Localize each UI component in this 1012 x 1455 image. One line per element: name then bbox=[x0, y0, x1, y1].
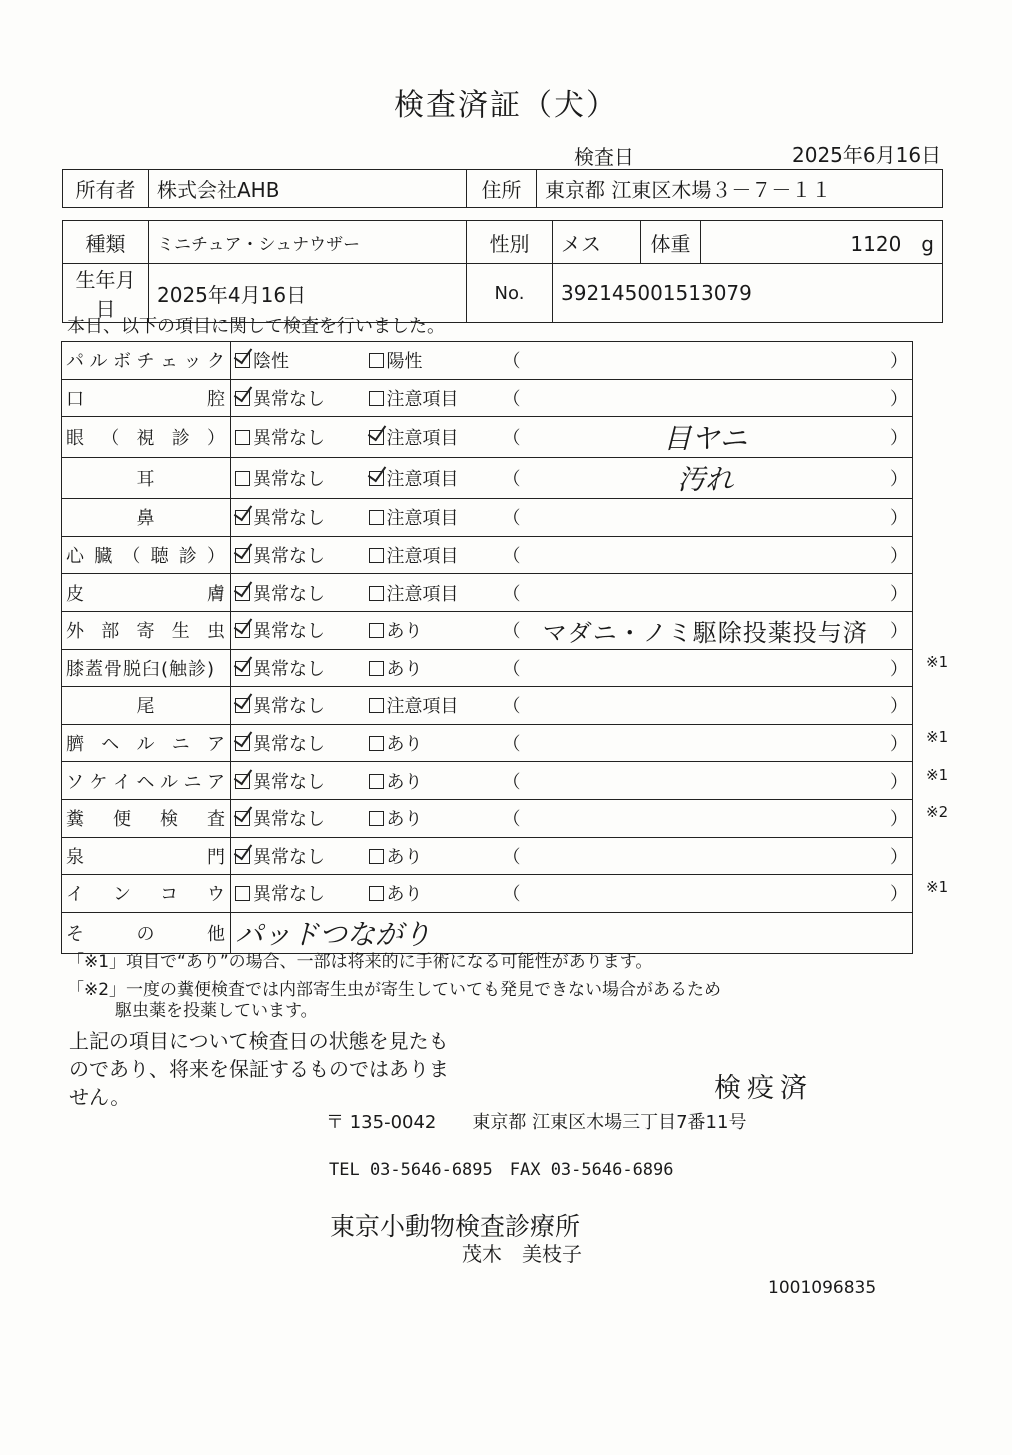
check-name: ソ ケ イ ヘ ル ニ ア bbox=[66, 771, 226, 793]
clinic-phone: TEL 03-5646-6895 FAX 03-5646-6896 bbox=[329, 1160, 674, 1180]
check-option-label: 注意項目 bbox=[386, 583, 459, 605]
check-option-1[interactable] bbox=[231, 417, 365, 458]
check-option-label: 異常なし bbox=[253, 428, 325, 450]
check-note: 目ヤニ bbox=[663, 422, 748, 456]
checkbox-icon[interactable] bbox=[369, 736, 384, 751]
check-option-label: 異常なし bbox=[253, 846, 325, 868]
exam-date-value: 2025年6月16日 bbox=[792, 143, 942, 167]
footnote-mark: ※1 bbox=[926, 765, 949, 784]
no-label: No. bbox=[467, 264, 553, 323]
check-row bbox=[62, 342, 913, 380]
paren-close: ） bbox=[890, 884, 908, 906]
check-option-2[interactable] bbox=[365, 417, 499, 458]
checkbox-icon[interactable] bbox=[235, 430, 250, 445]
clinic-address: 〒 135-0042 東京都 江東区木場三丁目7番11号 bbox=[326, 1112, 747, 1133]
check-option-label: 異常なし bbox=[253, 508, 325, 530]
check-option-2[interactable] bbox=[365, 342, 499, 380]
check-note-cell bbox=[499, 417, 913, 458]
paren-close: ） bbox=[890, 388, 908, 410]
paren-close: ） bbox=[890, 658, 908, 680]
checkbox-icon[interactable] bbox=[369, 353, 384, 368]
check-option-label: 異常なし bbox=[253, 696, 325, 718]
check-name: 外 部 寄 生 虫 bbox=[66, 621, 226, 643]
check-note-cell bbox=[499, 458, 913, 499]
check-name: 尾 bbox=[136, 696, 156, 718]
checkbox-icon[interactable] bbox=[235, 698, 250, 713]
check-option-1[interactable] bbox=[231, 574, 365, 612]
exam-date-label: 検査日 bbox=[574, 145, 634, 169]
paren-close: ） bbox=[889, 428, 908, 450]
weight-unit: g bbox=[921, 231, 934, 256]
check-option-label: 注意項目 bbox=[386, 696, 459, 718]
check-option-label: 異常なし bbox=[253, 734, 325, 756]
paren-open: （ bbox=[502, 546, 521, 568]
check-option-2[interactable] bbox=[365, 724, 499, 762]
paren-open: （ bbox=[502, 771, 521, 793]
checkbox-icon[interactable] bbox=[235, 661, 250, 676]
check-note-cell bbox=[499, 536, 913, 574]
checkbox-icon[interactable] bbox=[235, 623, 250, 638]
checkbox-icon[interactable] bbox=[235, 736, 250, 751]
paren-close: ） bbox=[890, 734, 908, 756]
check-note-cell bbox=[499, 762, 913, 800]
footnote-mark: ※1 bbox=[926, 878, 949, 897]
no-value: 392145001513079 bbox=[553, 264, 943, 323]
check-option-1[interactable] bbox=[231, 799, 365, 837]
owner-table bbox=[62, 169, 943, 208]
owner-label: 所有者 bbox=[63, 170, 149, 208]
check-option-label: あり bbox=[386, 809, 423, 831]
check-option-label: 異常なし bbox=[253, 884, 325, 906]
check-option-label: あり bbox=[386, 884, 423, 906]
check-name: 臍 ヘ ル ニ ア bbox=[66, 734, 226, 756]
check-row bbox=[62, 875, 913, 913]
check-name-cell bbox=[62, 687, 231, 725]
check-row bbox=[62, 536, 913, 574]
footnote-2-cont: 駆虫薬を投薬しています。 bbox=[115, 1001, 318, 1021]
check-option-1[interactable] bbox=[231, 536, 365, 574]
footnote-mark: ※1 bbox=[926, 728, 949, 746]
checkbox-icon[interactable] bbox=[235, 510, 250, 525]
vet-name: 茂木 美枝子 bbox=[462, 1242, 582, 1266]
checkbox-icon[interactable] bbox=[369, 886, 384, 901]
paren-open: （ bbox=[502, 696, 521, 718]
checkbox-icon[interactable] bbox=[235, 811, 250, 826]
check-option-1[interactable] bbox=[231, 687, 365, 725]
paren-close: ） bbox=[890, 508, 908, 530]
check-note: 汚れ bbox=[677, 463, 734, 497]
footnote-2: 「※2」一度の糞便検査では内部寄生虫が寄生していても発見できない場合があるため bbox=[67, 980, 722, 1000]
check-note-cell bbox=[499, 342, 913, 380]
check-name-cell bbox=[62, 611, 231, 649]
birth-value: 2025年4月16日 bbox=[149, 264, 467, 323]
breed-value: ミニチュア・シュナウザー bbox=[149, 221, 467, 264]
check-note-cell bbox=[499, 799, 913, 837]
footnote-mark: ※1 bbox=[926, 652, 949, 671]
paren-open: （ bbox=[502, 508, 521, 530]
check-row bbox=[62, 499, 913, 537]
check-name-cell bbox=[62, 458, 231, 499]
paren-open: （ bbox=[502, 621, 521, 643]
check-option-label: あり bbox=[386, 621, 423, 643]
check-note-cell bbox=[499, 611, 913, 649]
sex-label: 性別 bbox=[467, 221, 553, 264]
check-row bbox=[62, 649, 913, 687]
check-option-label: 注意項目 bbox=[386, 428, 459, 450]
check-option-label: 注意項目 bbox=[386, 388, 459, 410]
checkbox-icon[interactable] bbox=[235, 548, 250, 563]
check-note-cell bbox=[499, 379, 913, 417]
paren-open: （ bbox=[502, 846, 521, 868]
owner-value: 株式会社AHB bbox=[149, 170, 467, 208]
paren-close: ） bbox=[890, 771, 908, 793]
checkbox-icon[interactable] bbox=[369, 849, 384, 864]
check-note-cell bbox=[499, 649, 913, 687]
check-row bbox=[62, 762, 913, 800]
checkbox-icon[interactable] bbox=[235, 774, 250, 789]
check-option-1[interactable] bbox=[231, 875, 365, 913]
check-option-1[interactable] bbox=[231, 342, 365, 380]
checkbox-icon[interactable] bbox=[369, 661, 384, 676]
check-option-label: あり bbox=[386, 846, 423, 868]
animal-table bbox=[62, 220, 943, 323]
checkbox-icon[interactable] bbox=[235, 849, 250, 864]
paren-close: ） bbox=[890, 351, 908, 373]
check-option-label: 異常なし bbox=[253, 469, 325, 491]
paren-open: （ bbox=[502, 884, 521, 906]
paren-open: （ bbox=[502, 351, 521, 373]
check-name: 糞 便 検 査 bbox=[66, 809, 226, 831]
check-row bbox=[62, 687, 913, 725]
intro-text: 本日、以下の項目に関して検査を行いました。 bbox=[67, 316, 445, 337]
check-option-2[interactable] bbox=[365, 687, 499, 725]
other-label: そ の 他 bbox=[66, 923, 226, 945]
check-name-cell bbox=[62, 499, 231, 537]
check-option-2[interactable] bbox=[365, 458, 499, 499]
check-name: 泉 門 bbox=[66, 846, 226, 868]
paren-close: ） bbox=[890, 546, 908, 568]
check-note: マダニ・ノミ駆除投薬投与済 bbox=[542, 618, 868, 647]
check-option-1[interactable] bbox=[231, 649, 365, 687]
check-option-label: あり bbox=[386, 658, 423, 680]
weight-cell bbox=[701, 221, 943, 264]
address-value: 東京都 江東区木場３－７－１１ bbox=[537, 170, 943, 208]
check-note-cell bbox=[499, 875, 913, 913]
check-name-cell bbox=[62, 724, 231, 762]
check-option-2[interactable] bbox=[365, 499, 499, 537]
clinic-name: 東京小動物検査診療所 bbox=[330, 1212, 581, 1241]
check-name: 心 臓 （ 聴 診 ） bbox=[66, 546, 226, 568]
check-name-cell bbox=[62, 837, 231, 875]
check-option-label: 異常なし bbox=[253, 546, 325, 568]
check-option-label: 異常なし bbox=[253, 809, 325, 831]
checkbox-icon[interactable] bbox=[369, 774, 384, 789]
check-option-1[interactable] bbox=[231, 379, 365, 417]
paren-open: （ bbox=[502, 469, 521, 491]
paren-open: （ bbox=[502, 734, 521, 756]
check-name-cell bbox=[62, 536, 231, 574]
address-label: 住所 bbox=[467, 170, 537, 208]
paren-open: （ bbox=[502, 428, 521, 450]
check-name: 鼻 bbox=[136, 508, 156, 530]
footnote-mark: ※2 bbox=[926, 803, 949, 822]
check-option-1[interactable] bbox=[231, 762, 365, 800]
checkbox-icon[interactable] bbox=[235, 586, 250, 601]
check-option-2[interactable] bbox=[365, 837, 499, 875]
check-name-cell bbox=[62, 799, 231, 837]
check-option-label: 異常なし bbox=[253, 658, 325, 680]
check-option-label: 異常なし bbox=[253, 771, 325, 793]
checkbox-icon[interactable] bbox=[235, 353, 250, 368]
paren-open: （ bbox=[502, 388, 521, 410]
checkbox-icon[interactable] bbox=[369, 510, 384, 525]
paren-close: ） bbox=[889, 469, 908, 491]
checkbox-icon[interactable] bbox=[369, 811, 384, 826]
breed-label: 種類 bbox=[63, 221, 149, 264]
paren-open: （ bbox=[502, 809, 521, 831]
checkbox-icon[interactable] bbox=[369, 698, 384, 713]
check-option-label: 注意項目 bbox=[386, 508, 459, 530]
checkbox-icon[interactable] bbox=[369, 548, 384, 563]
paren-close: ） bbox=[890, 809, 908, 831]
check-option-2[interactable] bbox=[365, 762, 499, 800]
paren-open: （ bbox=[502, 583, 521, 605]
check-name: 耳 bbox=[136, 469, 156, 491]
check-name-cell bbox=[62, 417, 231, 458]
check-name-cell bbox=[62, 574, 231, 612]
check-name: パ ル ボ チ ェ ッ ク bbox=[66, 351, 226, 373]
sex-value: メス bbox=[553, 221, 641, 264]
checkbox-icon[interactable] bbox=[235, 886, 250, 901]
paren-close: ） bbox=[890, 696, 908, 718]
check-row bbox=[62, 417, 913, 458]
check-note-cell bbox=[499, 574, 913, 612]
checkbox-icon[interactable] bbox=[369, 471, 384, 486]
check-option-2[interactable] bbox=[365, 574, 499, 612]
check-option-2[interactable] bbox=[365, 875, 499, 913]
weight-label: 体重 bbox=[641, 221, 701, 264]
checkbox-icon[interactable] bbox=[369, 430, 384, 445]
check-option-2[interactable] bbox=[365, 799, 499, 837]
checkbox-icon[interactable] bbox=[235, 471, 250, 486]
check-option-2[interactable] bbox=[365, 536, 499, 574]
check-name-cell bbox=[62, 649, 231, 687]
check-row bbox=[62, 799, 913, 837]
check-option-1[interactable] bbox=[231, 837, 365, 875]
check-option-label: 陰性 bbox=[253, 351, 289, 373]
check-name: 口 腔 bbox=[66, 388, 226, 410]
check-note-cell bbox=[499, 837, 913, 875]
check-name-cell bbox=[62, 379, 231, 417]
check-option-label: 異常なし bbox=[253, 583, 325, 605]
check-name-cell bbox=[62, 762, 231, 800]
check-row bbox=[62, 379, 913, 417]
check-row bbox=[62, 574, 913, 612]
check-row bbox=[62, 611, 913, 649]
check-note-cell bbox=[499, 687, 913, 725]
paren-close: ） bbox=[890, 846, 908, 868]
check-option-1[interactable] bbox=[231, 458, 365, 499]
check-option-label: 異常なし bbox=[253, 388, 325, 410]
check-option-1[interactable] bbox=[231, 499, 365, 537]
checkbox-icon[interactable] bbox=[369, 391, 384, 406]
other-value: パッドつながり bbox=[235, 917, 432, 951]
paren-close: ） bbox=[890, 621, 908, 643]
paren-open: （ bbox=[502, 658, 521, 680]
check-option-label: 異常なし bbox=[253, 621, 325, 643]
check-option-2[interactable] bbox=[365, 379, 499, 417]
check-note-cell bbox=[499, 499, 913, 537]
checkbox-icon[interactable] bbox=[369, 586, 384, 601]
check-row bbox=[62, 724, 913, 762]
check-option-label: 注意項目 bbox=[386, 469, 459, 491]
check-option-label: あり bbox=[386, 771, 423, 793]
check-option-label: あり bbox=[386, 734, 423, 756]
check-row bbox=[62, 458, 913, 499]
check-option-1[interactable] bbox=[231, 724, 365, 762]
check-note-cell bbox=[499, 724, 913, 762]
check-name: 眼 （ 視 診 ） bbox=[66, 428, 226, 450]
check-option-label: 陽性 bbox=[386, 351, 423, 373]
check-name: 膝蓋骨脱臼(触診) bbox=[66, 658, 216, 680]
check-name: 皮 膚 bbox=[66, 583, 226, 605]
check-option-1[interactable] bbox=[231, 611, 365, 649]
disclaimer: 上記の項目について検査日の状態を見たものであり、将来を保証するものではありません。 bbox=[69, 1029, 449, 1109]
check-option-label: 注意項目 bbox=[386, 546, 459, 568]
checks-table bbox=[61, 341, 913, 954]
checkbox-icon[interactable] bbox=[369, 623, 384, 638]
check-name-cell bbox=[62, 875, 231, 913]
checkbox-icon[interactable] bbox=[235, 391, 250, 406]
certificate-title: 検査済証（犬） bbox=[394, 88, 618, 123]
check-row bbox=[62, 837, 913, 875]
check-option-2[interactable] bbox=[365, 611, 499, 649]
birth-label: 生年月日 bbox=[63, 264, 149, 323]
check-name: イ ン コ ウ bbox=[66, 884, 226, 906]
check-name-cell bbox=[62, 342, 231, 380]
check-option-2[interactable] bbox=[365, 649, 499, 687]
footnote-1: 「※1」項目で“あり”の場合、一部は将来的に手術になる可能性があります。 bbox=[67, 952, 653, 972]
serial-number: 1001096835 bbox=[768, 1278, 877, 1298]
quarantine-stamp: 検疫済 bbox=[714, 1073, 813, 1104]
paren-close: ） bbox=[890, 583, 908, 605]
weight-value: 1120 bbox=[850, 231, 902, 256]
